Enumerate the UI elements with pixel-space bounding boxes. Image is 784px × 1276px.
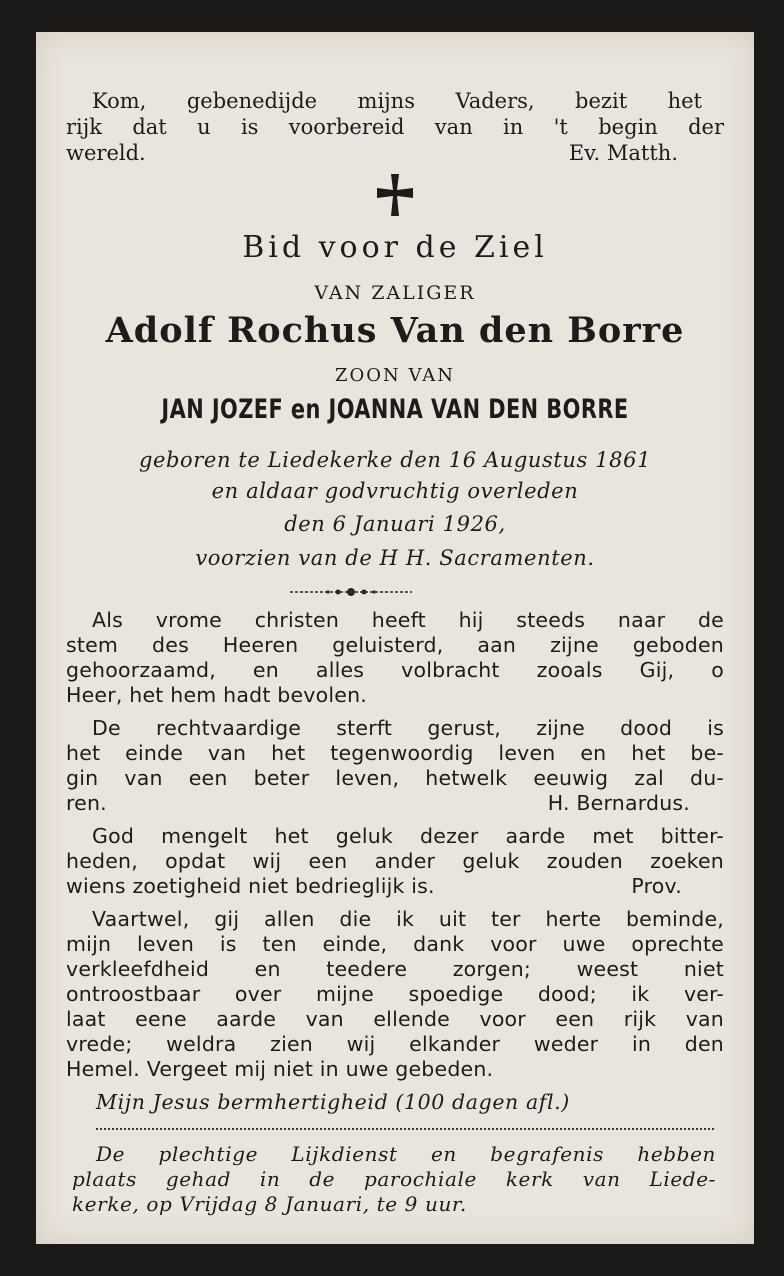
ornamental-divider-icon [286, 584, 416, 600]
paragraph-line: het einde van het tegenwoordig leven en het be- [66, 741, 724, 765]
paragraph-line: Hemel. Vergeet mij niet in uwe gebeden. [66, 1057, 494, 1081]
birth-line: geboren te Liedekerke den 16 Augustus 1861 [138, 448, 652, 472]
quote-source: H. Bernardus. [547, 791, 690, 815]
paragraph-line: laat eene aarde van ellende voor een rijk van [66, 1007, 724, 1031]
funeral-notice-line: kerke, op Vrijdag 8 Januari, te 9 uur. [72, 1192, 467, 1216]
epigraph-line: Kom, gebenedijde mijns Vaders, bezit het [92, 89, 702, 113]
paragraph-line: mijn leven is ten einde, dank voor uwe oprechte [66, 932, 724, 956]
heading-van-zaliger: VAN ZALIGER [314, 282, 476, 304]
cross-pattee-icon [373, 172, 417, 218]
dotted-separator [96, 1128, 714, 1130]
paragraph-line: Als vrome christen heeft hij steeds naar de [92, 608, 724, 632]
paragraph-line: stem des Heeren geluisterd, aan zijne geboden [66, 633, 724, 657]
paragraph-line: vrede; weldra zien wij elkander weder in den [66, 1032, 724, 1056]
deceased-name: Adolf Rochus Van den Borre [105, 310, 685, 351]
funeral-notice-line: De plechtige Lijkdienst en begrafenis hebben [96, 1142, 716, 1166]
heading-zoon-van: ZOON VAN [334, 365, 456, 386]
paragraph-line: Heer, het hem hadt bevolen. [66, 683, 367, 707]
sacraments-line: voorzien van de H H. Sacramenten. [195, 546, 595, 570]
paragraph-line: wiens zoetigheid niet bedrieglijk is. [66, 874, 435, 898]
paragraph-line: Vaartwel, gij allen die ik uit ter herte beminde, [92, 907, 724, 931]
quote-source: Prov. [631, 874, 682, 898]
paragraph-line: verkleefdheid en teedere zorgen; weest niet [66, 957, 724, 981]
paragraph-line: God mengelt het geluk dezer aarde met bitter- [92, 824, 724, 848]
memorial-card [36, 32, 754, 1244]
epigraph-source: Ev. Matth. [568, 141, 678, 165]
epigraph-line: rijk dat u is voorbereid van in 't begin der [66, 115, 724, 139]
indulgence-prayer: Mijn Jesus bermhertigheid (100 dagen afl.) [96, 1090, 570, 1114]
heading-bid-voor-de-ziel: Bid voor de Ziel [242, 230, 548, 265]
paragraph-line: De rechtvaardige sterft gerust, zijne dood is [92, 716, 724, 740]
epigraph-line: wereld. [66, 141, 146, 165]
death-date: den 6 Januari 1926, [284, 512, 506, 536]
death-line: en aldaar godvruchtig overleden [211, 479, 579, 503]
paragraph-line: heden, opdat wij een ander geluk zouden zoeken [66, 849, 724, 873]
paragraph-line: ren. [66, 791, 107, 815]
paragraph-line: gin van een beter leven, hetwelk eeuwig zal du- [66, 766, 724, 790]
paragraph-line: ontroostbaar over mijne spoedige dood; ik ver- [66, 982, 724, 1006]
funeral-notice-line: plaats gehad in de parochiale kerk van Liede- [72, 1167, 716, 1191]
paragraph-line: gehoorzaamd, en alles volbracht zooals Gij, o [66, 658, 724, 682]
parents-names: JAN JOZEF en JOANNA VAN DEN BORRE [161, 394, 629, 425]
